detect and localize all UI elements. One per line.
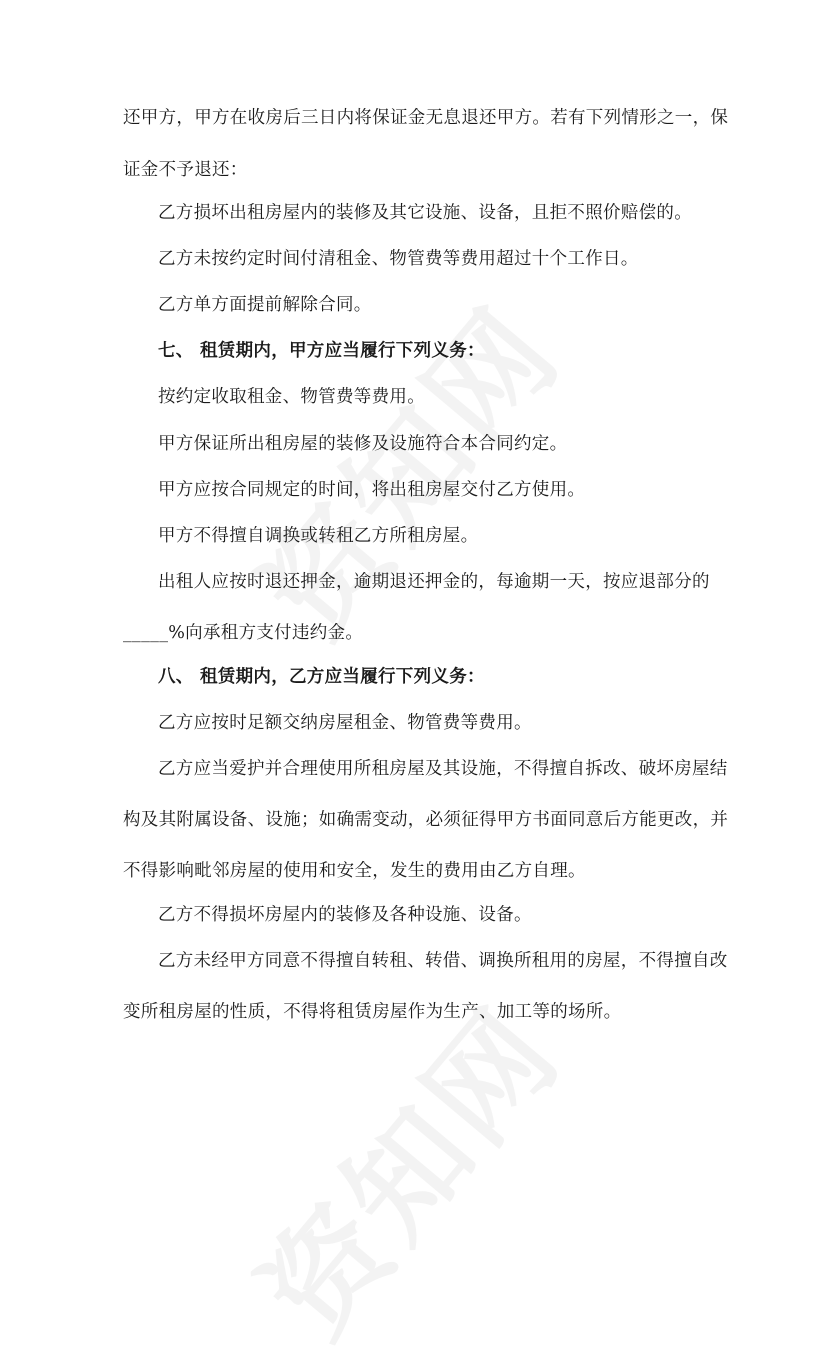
list-item: 乙方不得损坏房屋内的装修及各种设施、设备。 <box>158 905 532 925</box>
paragraph-line: 不得影响毗邻房屋的使用和安全，发生的费用由乙方自理。 <box>123 861 586 881</box>
paragraph-line: 构及其附属设备、设施；如确需变动，必须征得甲方书面同意后方能更改，并 <box>123 810 729 830</box>
list-item: 乙方损坏出租房屋内的装修及其它设施、设备，且拒不照价赔偿的。 <box>158 203 692 223</box>
watermark <box>217 266 592 666</box>
list-item: 甲方不得擅自调换或转租乙方所租房屋。 <box>158 526 479 546</box>
paragraph-line: 变所租房屋的性质，不得将租赁房屋作为生产、加工等的场所。 <box>123 1002 622 1022</box>
list-item: 乙方单方面提前解除合同。 <box>158 295 372 315</box>
paragraph-line: 证金不予退还： <box>123 160 248 180</box>
list-item: 甲方保证所出租房屋的装修及设施符合本合同约定。 <box>158 434 568 454</box>
section-heading-7: 七、 租赁期内，甲方应当履行下列义务： <box>158 341 485 361</box>
list-item: 乙方未按约定时间付清租金、物管费等费用超过十个工作日。 <box>158 249 639 269</box>
list-item: 乙方未经甲方同意不得擅自转租、转借、调换所租用的房屋，不得擅自改 <box>158 951 728 971</box>
list-item: 乙方应按时足额交纳房屋租金、物管费等费用。 <box>158 713 532 733</box>
list-item: 乙方应当爱护并合理使用所租房屋及其设施，不得擅自拆改、破坏房屋结 <box>158 759 728 779</box>
list-item: 甲方应按合同规定的时间，将出租房屋交付乙方使用。 <box>158 480 586 500</box>
watermark-bottom <box>217 966 592 1366</box>
list-item: 出租人应按时退还押金，逾期退还押金的，每逾期一天，按应退部分的 <box>158 572 710 592</box>
paragraph-line: _____%向承租方支付违约金。 <box>123 623 364 643</box>
list-item: 按约定收取租金、物管费等费用。 <box>158 387 425 407</box>
section-heading-8: 八、 租赁期内，乙方应当履行下列义务： <box>158 667 485 687</box>
paragraph-line: 还甲方，甲方在收房后三日内将保证金无息退还甲方。若有下列情形之一，保 <box>123 108 729 128</box>
